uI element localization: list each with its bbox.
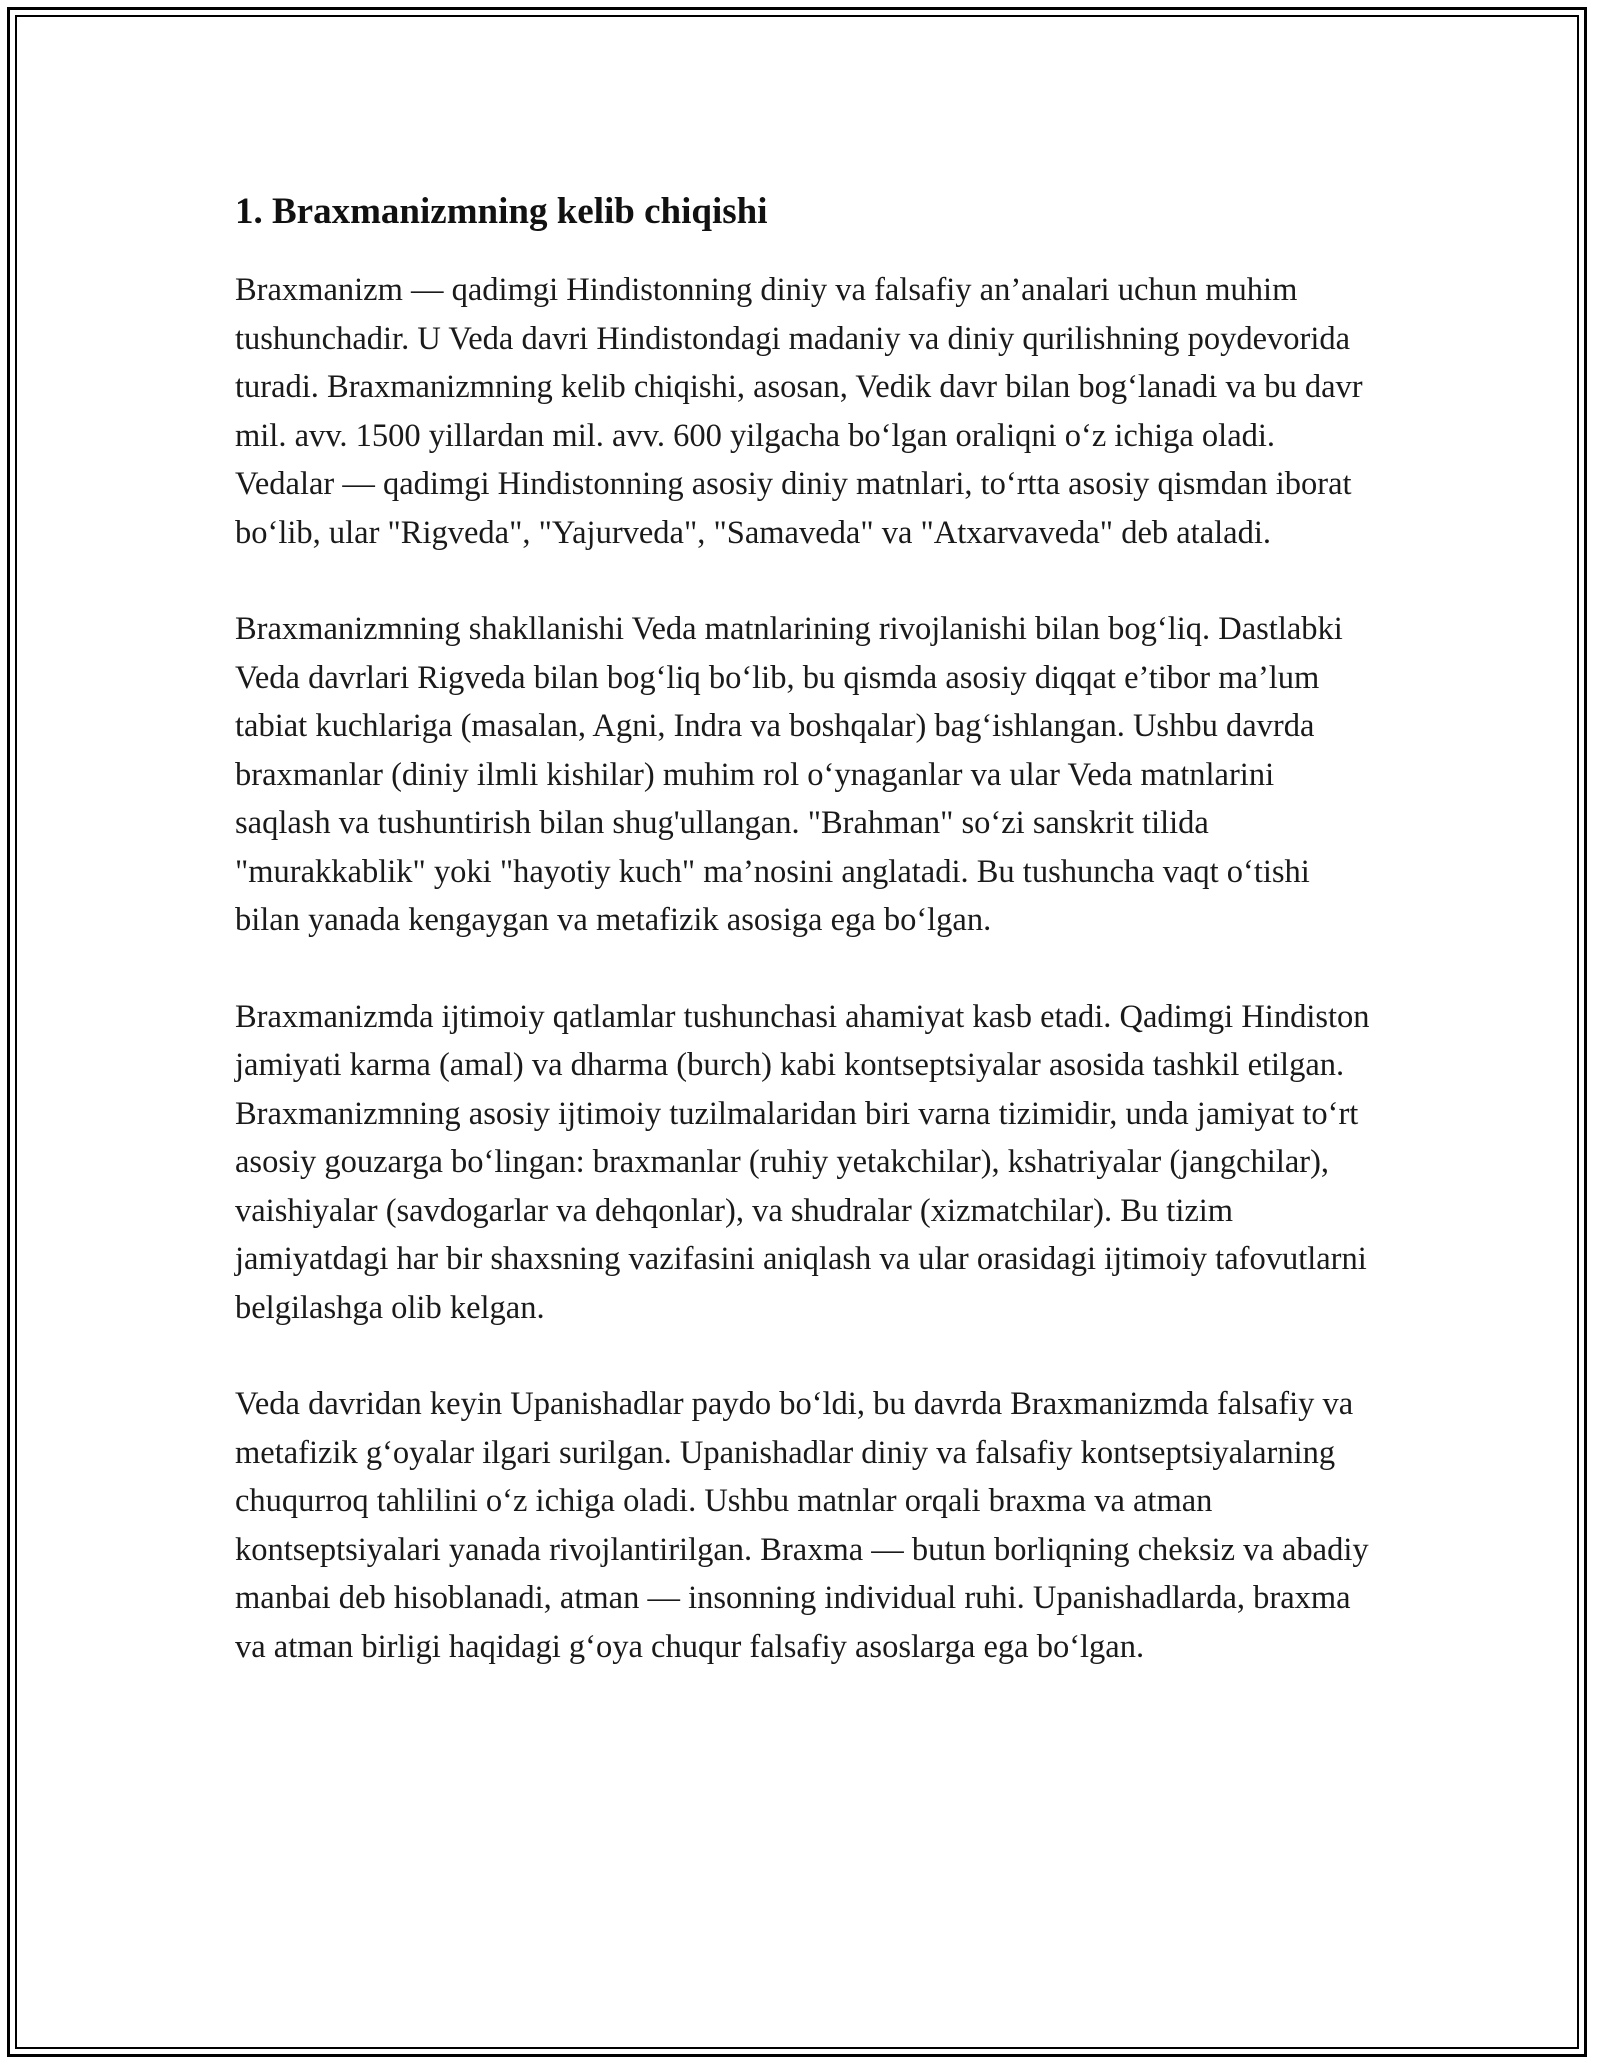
paragraph-3: Braxmanizmda ijtimoiy qatlamlar tushunchasi ahamiyat kasb etadi. Qadimgi Hindiston jamiyati karma (amal) va dharma (burch) kabi kontseptsiyalar asosida tashkil etilgan. Braxmanizmning asosiy ijtimoiy tuzilmalaridan biri varna tizimidir, unda jamiyat to‘rt asosiy gouzarga bo‘lingan: braxmanlar (ruhiy yetakchilar), kshatriyalar (jangchilar), vaishiyalar (savdogarlar va dehqonlar), va shudralar (xizmatchilar). Bu tizim jamiyatdagi har bir shaxsning vazifasini aniqlash va ular orasidagi ijtimoiy tafovutlarni belgilashga olib kelgan.: [235, 998, 1370, 1326]
section-heading: 1. Braxmanizmning kelib chiqishi: [235, 191, 768, 232]
paragraph-1: Braxmanizm — qadimgi Hindistonning diniy va falsafiy an’analari uchun muhim tushunchadir. U Veda davri Hindistondagi madaniy va diniy qurilishning poydevorida turadi. Braxmanizmning kelib chiqishi, asosan, Vedik davr bilan bog‘lanadi va bu davr mil. avv. 1500 yillardan mil. avv. 600 yilgacha bo‘lgan oraliqni o‘z ichiga oladi. Vedalar — qadimgi Hindistonning asosiy diniy matnlari, to‘rtta asosiy qismdan iborat bo‘lib, ular "Rigveda", "Yajurveda", "Samaveda" va "Atxarvaveda" deb ataladi.: [235, 272, 1363, 551]
document-body: [235, 188, 1375, 1719]
paragraph-2: Braxmanizmning shakllanishi Veda matnlarining rivojlanishi bilan bog‘liq. Dastlabki Veda davrlari Rigveda bilan bog‘liq bo‘lib, bu qismda asosiy diqqat e’tibor ma’lum tabiat kuchlariga (masalan, Agni, Indra va boshqalar) bag‘ishlangan. Ushbu davrda braxmanlar (diniy ilmli kishilar) muhim rol o‘ynaganlar va ular Veda matnlarini saqlash va tushuntirish bilan shug'ullangan. "Brahman" so‘zi sanskrit tilida "murakkablik" yoki "hayotiy kuch" ma’nosini anglatadi. Bu tushuncha vaqt o‘tishi bilan yanada kengaygan va metafizik asosiga ega bo‘lgan.: [235, 611, 1343, 938]
paragraph-4: Veda davridan keyin Upanishadlar paydo bo‘ldi, bu davrda Braxmanizmda falsafiy va metafizik g‘oyalar ilgari surilgan. Upanishadlar diniy va falsafiy kontseptsiyalarning chuqurroq tahlilini o‘z ichiga oladi. Ushbu matnlar orqali braxma va atman kontseptsiyalari yanada rivojlantirilgan. Braxma — butun borliqning cheksiz va abadiy manbai deb hisoblanadi, atman — insonning individual ruhi. Upanishadlarda, braxma va atman birligi haqidagi g‘oya chuqur falsafiy asoslarga ega bo‘lgan.: [235, 1386, 1369, 1665]
